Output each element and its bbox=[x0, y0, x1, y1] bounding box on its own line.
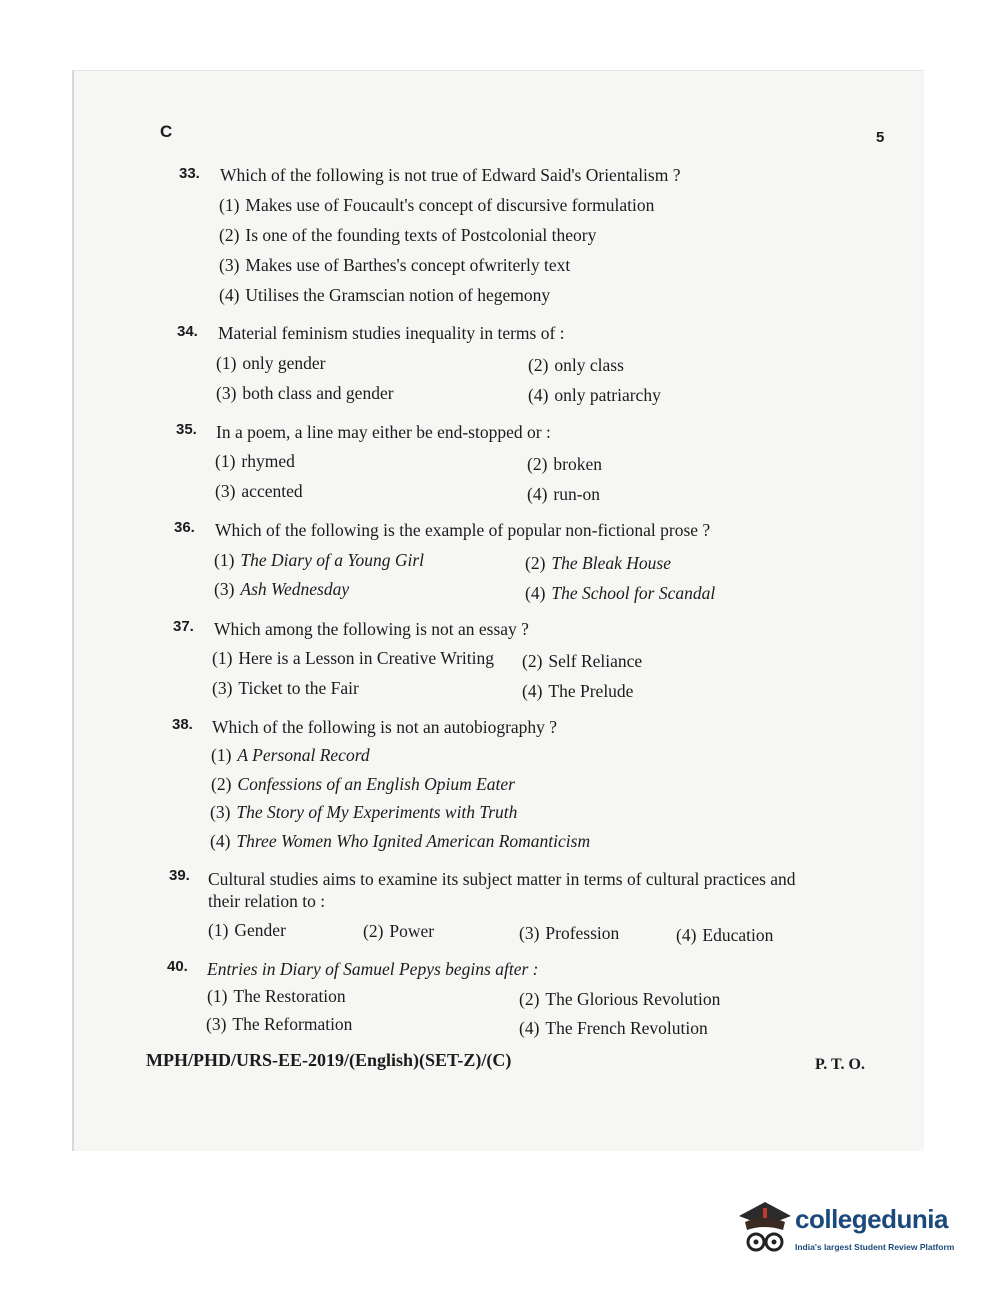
question-number: 33. bbox=[179, 165, 200, 182]
option: (4) only patriarchy bbox=[528, 385, 661, 405]
question-text: Cultural studies aims to examine its subject matter in terms of cultural practices and bbox=[208, 869, 796, 889]
question-text: Which of the following is the example of popular non-fictional prose ? bbox=[215, 520, 711, 540]
set-code: C bbox=[160, 122, 173, 141]
option: (2) The Glorious Revolution bbox=[519, 989, 721, 1009]
question-text: Material feminism studies inequality in terms of : bbox=[218, 323, 565, 343]
option: (2) Is one of the founding texts of Postcolonial theory bbox=[219, 225, 597, 245]
option: (1) Here is a Lesson in Creative Writing bbox=[212, 648, 494, 668]
brand-tagline: India's largest Student Review Platform bbox=[795, 1242, 955, 1252]
option: (3) accented bbox=[215, 481, 303, 501]
pto-label: P. T. O. bbox=[815, 1056, 865, 1073]
option: (3) both class and gender bbox=[216, 383, 394, 403]
question-number: 34. bbox=[177, 323, 198, 340]
option: (1) Makes use of Foucault's concept of discursive formulation bbox=[219, 195, 655, 215]
option: (1) The Restoration bbox=[207, 986, 346, 1006]
option: (2) Power bbox=[363, 921, 435, 941]
question-text-continued: their relation to : bbox=[208, 891, 326, 911]
option: (2) only class bbox=[528, 355, 624, 375]
option: (1) Gender bbox=[208, 920, 286, 940]
option: (4) The Prelude bbox=[522, 681, 634, 701]
option: (3) The Reformation bbox=[206, 1014, 353, 1034]
question-number: 39. bbox=[169, 867, 190, 884]
option: (2) broken bbox=[527, 454, 603, 474]
option: (4) Education bbox=[676, 925, 774, 945]
option: (4) The School for Scandal bbox=[525, 583, 716, 603]
option: (2) The Bleak House bbox=[525, 553, 671, 573]
option: (1) The Diary of a Young Girl bbox=[214, 550, 425, 570]
question-text: Which of the following is not true of Edward Said's Orientalism ? bbox=[220, 165, 681, 185]
option: (4) run-on bbox=[527, 484, 601, 504]
option: (3) The Story of My Experiments with Truth bbox=[210, 802, 518, 822]
option: (1) rhymed bbox=[215, 451, 295, 471]
option: (3) Makes use of Barthes's concept ofwriterly text bbox=[219, 255, 571, 275]
question-number: 37. bbox=[173, 618, 194, 635]
question-text: In a poem, a line may either be end-stopped or : bbox=[216, 422, 551, 442]
question-number: 36. bbox=[174, 519, 195, 536]
mascot-icon bbox=[735, 1196, 793, 1258]
collegedunia-logo bbox=[735, 1196, 965, 1258]
option: (1) A Personal Record bbox=[211, 745, 370, 765]
question-text: Which among the following is not an essay ? bbox=[214, 619, 529, 639]
option: (4) Three Women Who Ignited American Romanticism bbox=[210, 831, 591, 851]
option: (3) Ticket to the Fair bbox=[212, 678, 359, 698]
option: (3) Ash Wednesday bbox=[214, 579, 350, 599]
page-number: 5 bbox=[876, 129, 885, 146]
question-number: 40. bbox=[167, 958, 188, 975]
option: (2) Confessions of an English Opium Eater bbox=[211, 774, 515, 794]
option: (3) Profession bbox=[519, 923, 620, 943]
exam-code: MPH/PHD/URS-EE-2019/(English)(SET-Z)/(C) bbox=[146, 1050, 512, 1070]
question-text: Entries in Diary of Samuel Pepys begins after : bbox=[207, 959, 539, 979]
question-number: 35. bbox=[176, 421, 197, 438]
option: (4) Utilises the Gramscian notion of hegemony bbox=[219, 285, 551, 305]
option: (2) Self Reliance bbox=[522, 651, 643, 671]
option: (1) only gender bbox=[216, 353, 326, 373]
brand-name: collegedunia bbox=[795, 1204, 948, 1234]
option: (4) The French Revolution bbox=[519, 1018, 708, 1038]
question-number: 38. bbox=[172, 716, 193, 733]
question-text: Which of the following is not an autobiography ? bbox=[212, 717, 558, 737]
